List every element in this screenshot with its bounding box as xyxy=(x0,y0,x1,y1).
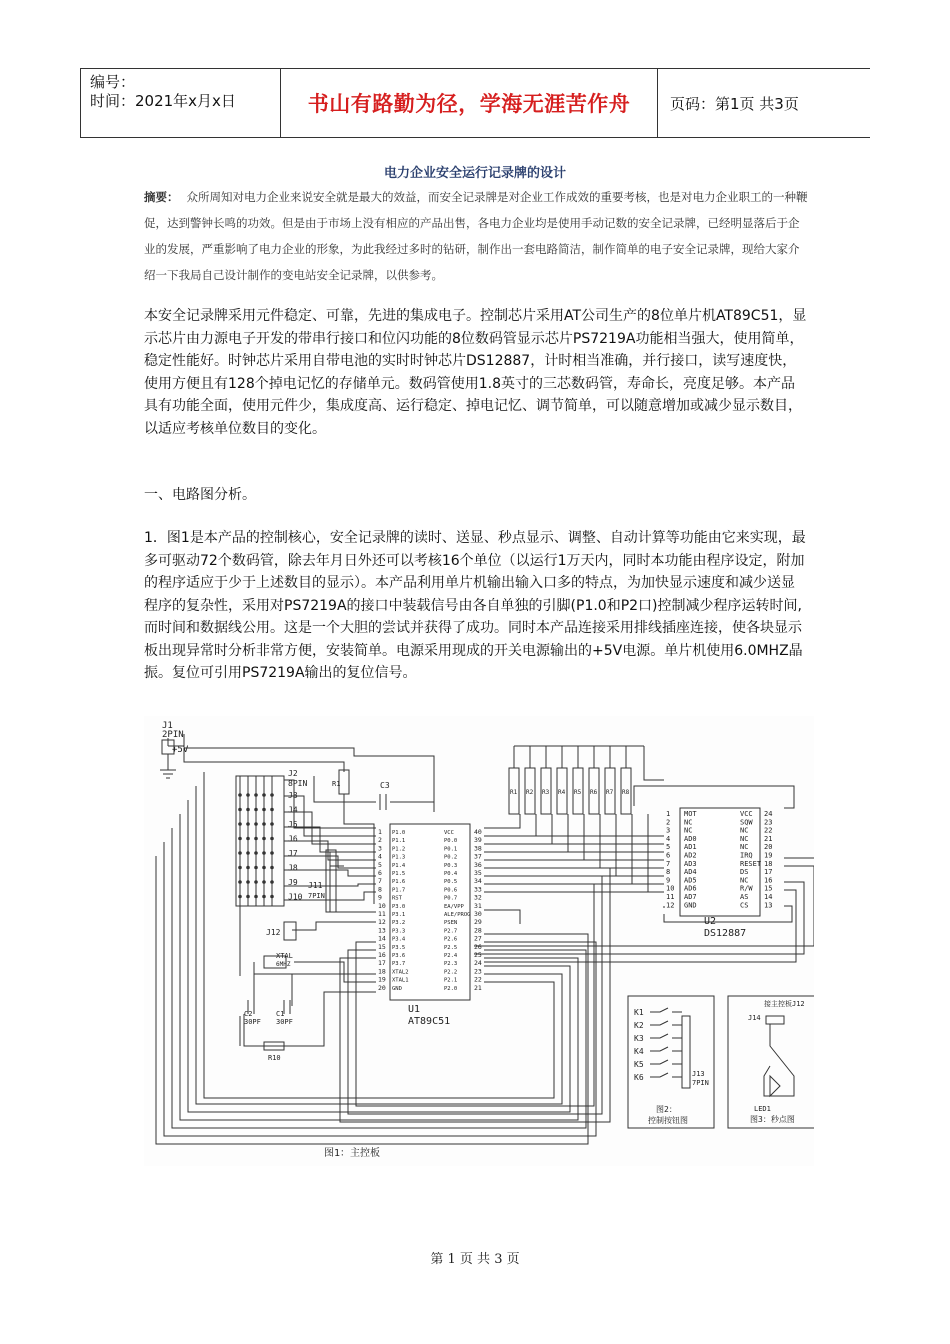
u1-pin-name: P1.3 xyxy=(392,854,406,861)
connector-pin xyxy=(270,822,274,826)
u1-pin-number: 8 xyxy=(378,885,382,894)
u2-pin-name: AD6 xyxy=(684,884,697,893)
page-footer: 第 1 页 共 3 页 xyxy=(430,1252,520,1267)
connector-pin xyxy=(262,837,266,841)
resistor-label: R6 xyxy=(590,789,598,796)
u2-pin-number: 9 xyxy=(666,876,671,885)
u2-pin-name: NC xyxy=(684,818,693,827)
resistor-label: R2 xyxy=(526,789,534,796)
c2-label: C2 xyxy=(244,1010,253,1018)
u1-pin-name: P2.1 xyxy=(444,977,458,984)
connector-pin xyxy=(262,895,266,899)
c1-label: C1 xyxy=(276,1010,285,1018)
header-number: 编号： xyxy=(90,73,136,91)
u1-pin-name: P0.7 xyxy=(444,895,458,902)
u2-pin-name: NC xyxy=(740,876,749,885)
u1-pin-name: P3.2 xyxy=(392,920,406,927)
u1-pin-name: P0.5 xyxy=(444,879,458,886)
key-label: K5 xyxy=(634,1060,644,1069)
u1-pin-number: 2 xyxy=(378,836,382,845)
connector-pin xyxy=(238,851,242,855)
resistor-label: R1 xyxy=(510,789,518,796)
connector-pin xyxy=(262,880,266,884)
u2-pin-name: CS xyxy=(740,901,749,910)
u2-pin-name: AD1 xyxy=(684,843,697,852)
connector-pin xyxy=(246,793,250,797)
u2-pin-name: NC xyxy=(740,843,749,852)
page-header xyxy=(80,68,870,138)
connector-pin xyxy=(270,851,274,855)
u1-pin-number: 6 xyxy=(378,869,382,877)
u1-pin-name: PSEN xyxy=(444,920,458,927)
u2-pin-number: 18 xyxy=(764,859,773,868)
j11-sub: 7PIN xyxy=(308,892,325,900)
u1-pin-number: 9 xyxy=(378,893,382,902)
u2-pin-number: 5 xyxy=(666,843,671,852)
article-title: 电力企业安全运行记录牌的设计 xyxy=(383,166,566,181)
resistor-label: R5 xyxy=(574,789,582,796)
u1-pin-name: ALE/PROG xyxy=(444,912,471,918)
u1-pin-number: 39 xyxy=(474,836,482,845)
connector-pin xyxy=(270,895,274,899)
connector-pin xyxy=(238,837,242,841)
header-left-border xyxy=(80,69,81,137)
u1-pin-name: P0.6 xyxy=(444,887,458,894)
u1-pin-number: 37 xyxy=(474,852,482,861)
u2-pin-number: 3 xyxy=(666,826,671,835)
led-label: LED1 xyxy=(754,1105,771,1113)
u1-pin-name: P2.0 xyxy=(444,985,458,992)
connector-pin xyxy=(246,851,250,855)
fig1-caption: 图1：主控板 xyxy=(324,1148,381,1159)
u1-pin-number: 10 xyxy=(378,901,386,910)
resistor-label: R7 xyxy=(606,789,614,796)
u1-pin-number: 20 xyxy=(378,983,386,992)
u1-pin-number: 29 xyxy=(474,918,482,927)
r1-reset-label: R1 xyxy=(332,780,341,788)
connector-pin xyxy=(246,866,250,870)
u1-pin-number: 19 xyxy=(378,975,386,984)
connector-pin xyxy=(262,851,266,855)
connector-pin xyxy=(254,851,258,855)
u2-pin-name: RESET xyxy=(740,859,762,868)
u2-pin-name: VCC xyxy=(740,810,753,818)
u2-pin-number: 24 xyxy=(764,810,773,818)
u1-pin-number: 32 xyxy=(474,893,482,902)
u2-pin-number: 20 xyxy=(764,843,773,852)
u1-name: U1 xyxy=(408,1004,421,1015)
u1-pin-name: RST xyxy=(392,895,402,902)
xtal-sub: 6MHZ xyxy=(276,961,291,968)
article-abstract xyxy=(144,184,808,288)
u1-pin-name: P2.7 xyxy=(444,928,458,935)
connector-pin xyxy=(262,866,266,870)
u1-pin-number: 23 xyxy=(474,967,482,976)
u2-pin-number: 1 xyxy=(666,810,671,818)
u2-pin-number: 7 xyxy=(666,859,671,868)
u2-pin-number: 19 xyxy=(764,851,773,860)
connector-label: J5 xyxy=(288,820,298,829)
u1-pin-number: 24 xyxy=(474,959,482,968)
u1-pin-name: XTAL1 xyxy=(392,977,409,984)
u1-pin-number: 25 xyxy=(474,951,482,959)
u1-pin-name: EA/VPP xyxy=(444,903,464,910)
u1-pin-name: P3.3 xyxy=(392,928,406,935)
j1-sub: 2PIN xyxy=(162,730,184,740)
u2-pin-name: AD2 xyxy=(684,851,697,860)
u2-pin-name: GND xyxy=(684,901,697,910)
u1-pin-number: 35 xyxy=(474,869,482,877)
u1-pin-name: P1.0 xyxy=(392,830,406,836)
header-page: 页码：第1页 共3页 xyxy=(670,94,799,113)
u1-pin-number: 1 xyxy=(378,828,382,836)
u2-pin-name: AD3 xyxy=(684,859,697,868)
u1-pin-name: P3.7 xyxy=(392,961,406,968)
u1-pin-name: VCC xyxy=(444,830,454,836)
u1-pin-number: 34 xyxy=(474,877,482,886)
vcc-label: +5V xyxy=(172,745,189,755)
u1-pin-name: P1.4 xyxy=(392,862,406,869)
connector-label: J10 xyxy=(288,892,303,902)
key-label: K1 xyxy=(634,1008,644,1017)
fig3-caption: 图3：秒点图 xyxy=(750,1115,795,1124)
u2-pin-name: MOT xyxy=(684,810,697,818)
key-label: K3 xyxy=(634,1034,644,1043)
header-divider-2 xyxy=(657,69,658,137)
resistor-label: R8 xyxy=(622,789,630,796)
connector-pin xyxy=(270,866,274,870)
u1-pin-number: 16 xyxy=(378,951,386,959)
connector-pin xyxy=(246,880,250,884)
u2-pin-name: AD7 xyxy=(684,893,697,901)
u1-pin-number: 28 xyxy=(474,926,482,935)
u2-name: U2 xyxy=(704,916,717,927)
connector-pin xyxy=(270,808,274,812)
connector-pin xyxy=(270,880,274,884)
u1-pin-number: 21 xyxy=(474,983,482,992)
u2-pin-number: 8 xyxy=(666,868,671,877)
u2-pin-name: IRQ xyxy=(740,851,753,860)
header-meta xyxy=(90,73,236,111)
u2-pin-number: 13 xyxy=(764,901,773,910)
u2-pin-number: 14 xyxy=(764,893,773,901)
connector-pin xyxy=(238,895,242,899)
u1-pin-number: 15 xyxy=(378,942,386,951)
c1-value: 30PF xyxy=(276,1018,293,1026)
c2-value: 30PF xyxy=(244,1018,261,1026)
u2-pin-name: DS xyxy=(740,868,749,877)
u1-pin-name: P2.3 xyxy=(444,961,458,968)
u2-pin-number: 6 xyxy=(666,851,671,860)
j14-label: J14 xyxy=(748,1014,761,1022)
u2-pin-name: NC xyxy=(740,826,749,835)
u2-pin-name: R/W xyxy=(740,884,753,893)
key-label: K6 xyxy=(634,1073,644,1082)
connector-pin xyxy=(238,866,242,870)
j13-sub: 7PIN xyxy=(692,1079,709,1087)
u1-pin-name: P3.0 xyxy=(392,903,406,910)
abstract-label: 摘要： xyxy=(144,190,179,204)
j2-sub: 8PIN xyxy=(288,779,308,788)
u1-pin-name: P3.6 xyxy=(392,953,406,959)
u2-pin-number: 17 xyxy=(764,868,773,877)
abstract-text: 众所周知对电力企业来说安全就是最大的效益，而安全记录牌是对企业工作成效的重要考核，也是对电力企业职工的一种鞭促，达到警钟长鸣的功效。但是由于市场上没有相应的产品出售，各电力企业均是使用手动记数的安全记录牌，已经明显落后于企业的发展，严重影响了电力企业的形象，为此我经过多时的钻研，制作出一套电路简洁，制作简单的电子安全记录牌，现给大家介绍一下我局自己设计制作的变电站安全记录牌，以供参考。 xyxy=(144,190,808,282)
u2-pin-number: 10 xyxy=(666,884,675,893)
connector-pin xyxy=(254,808,258,812)
section-heading-1: 一、电路图分析。 xyxy=(144,487,256,503)
u1-pin-name: P1.1 xyxy=(392,838,406,845)
connector-pin xyxy=(238,793,242,797)
connector-pin xyxy=(254,895,258,899)
connector-pin xyxy=(238,822,242,826)
connector-label: J4 xyxy=(288,805,298,815)
u2-part: DS12887 xyxy=(704,928,747,939)
u2-pin-name: AD0 xyxy=(684,834,697,843)
u1-pin-name: P0.1 xyxy=(444,846,458,853)
resistor-label: R4 xyxy=(558,789,566,796)
connector-pin xyxy=(254,880,258,884)
paragraph-2: 1．图1是本产品的控制核心，安全记录牌的读时、送显、秒点显示、调整、自动计算等功能由它来实现，最多可驱动72个数码管，除去年月日外还可以考核16个单位（以运行1万天内，同时本功能由程序设定，附加的程序适应于少于上述数目的显示）。本产品利用单片机输出输入口多的特点，为加快显示速度和减少送显程序的复杂性，采用对PS7219A的接口中装载信号由各自单独的引脚(P1.0和P2口)控制减少程序运转时间,而时间和数据线公用。这是一个大胆的尝试并获得了成功。同时本产品连接采用排线插座连接，使各块显示板出现异常时分析非常方便，安装简单。电源采用现成的开关电源输出的+5V电源。单片机使用6.0MHZ晶振。复位可引用PS7219A输出的复位信号。 xyxy=(144,530,806,681)
u1-pin-number: 22 xyxy=(474,975,482,984)
u1-part: AT89C51 xyxy=(408,1016,451,1027)
u2-pin-number: 11 xyxy=(666,893,675,901)
u1-pin-number: 40 xyxy=(474,828,482,836)
connector-label: J8 xyxy=(288,863,298,873)
connector-label: J6 xyxy=(288,834,298,844)
header-time: 时间：2021年x月x日 xyxy=(90,92,236,110)
u1-pin-name: P2.4 xyxy=(444,953,458,959)
j12-label: J12 xyxy=(266,928,281,937)
u1-pin-name: P1.6 xyxy=(392,879,406,886)
c3-label: C3 xyxy=(380,781,390,790)
u1-pin-number: 26 xyxy=(474,942,482,951)
u2-pin-number: 15 xyxy=(764,884,773,893)
paragraph-1: 本安全记录牌采用元件稳定、可靠，先进的集成电子。控制芯片采用AT公司生产的8位单片机AT89C51，显示芯片由力源电子开发的带串行接口和位闪功能的8位数码管显示芯片PS7219A功能相当强大，使用简单，稳定性能好。时钟芯片采用自带电池的实时时钟芯片DS12887，计时相当准确，并行接口，读写速度快，使用方便且有128个掉电记忆的存储单元。数码管使用1.8英寸的三芯数码管，寿命长，亮度足够。本产品具有功能全面，使用元件少，集成度高、运行稳定、掉电记忆、调节简单，可以随意增加或减少显示数目，以适应考核单位数目的变化。 xyxy=(144,308,807,437)
u2-pin-number: 12 xyxy=(666,901,675,910)
r10-label: R10 xyxy=(268,1054,281,1062)
u2-pin-name: NC xyxy=(740,834,749,843)
j11-label: J11 xyxy=(308,881,323,890)
u2-pin-number: 16 xyxy=(764,876,773,885)
j13-label: J13 xyxy=(692,1070,705,1078)
fig2-sub: 控制按钮图 xyxy=(648,1116,688,1125)
u1-pin-number: 18 xyxy=(378,967,386,976)
j1-label: J1 xyxy=(162,721,173,731)
u1-pin-number: 12 xyxy=(378,918,386,927)
connector-pin xyxy=(270,837,274,841)
u1-pin-number: 11 xyxy=(378,910,386,918)
u1-pin-name: P1.5 xyxy=(392,871,406,877)
xtal-label: XTAL xyxy=(276,952,293,960)
u1-pin-name: P2.5 xyxy=(444,944,458,951)
u1-pin-name: P0.0 xyxy=(444,838,458,845)
u1-pin-number: 30 xyxy=(474,910,482,918)
u1-pin-number: 31 xyxy=(474,901,482,910)
u1-pin-name: P3.4 xyxy=(392,936,406,943)
u1-pin-name: XTAL2 xyxy=(392,969,409,976)
u1-pin-number: 33 xyxy=(474,885,482,894)
resistor-label: R3 xyxy=(542,789,550,796)
u1-pin-number: 3 xyxy=(378,844,382,853)
fig3-title: 接主控板J12 xyxy=(764,1000,805,1008)
u2-pin-number: 4 xyxy=(666,834,671,843)
u1-chip xyxy=(378,824,482,1027)
connector-label: J7 xyxy=(288,849,298,858)
u1-pin-name: P0.4 xyxy=(444,871,458,877)
connector-pin xyxy=(246,895,250,899)
u1-pin-name: GND xyxy=(392,985,402,992)
u1-pin-number: 17 xyxy=(378,959,386,968)
circuit-diagram xyxy=(144,716,814,1166)
connector-pin xyxy=(262,808,266,812)
connector-pin xyxy=(246,808,250,812)
u1-pin-number: 27 xyxy=(474,934,482,943)
u2-pin-name: AD5 xyxy=(684,876,697,885)
u2-pin-name: AS xyxy=(740,893,749,901)
connector-pin xyxy=(254,793,258,797)
u1-pin-number: 14 xyxy=(378,934,386,943)
u1-pin-name: P2.2 xyxy=(444,969,458,976)
u1-pin-number: 4 xyxy=(378,852,382,861)
connector-pin xyxy=(238,880,242,884)
connector-pin xyxy=(254,837,258,841)
u2-pin-name: NC xyxy=(684,826,693,835)
u2-pin-name: AD4 xyxy=(684,868,697,877)
connector-pin xyxy=(254,822,258,826)
u1-pin-name: P0.3 xyxy=(444,862,458,869)
u1-pin-name: P0.2 xyxy=(444,854,458,861)
u2-pin-number: 2 xyxy=(666,818,671,827)
connector-pin xyxy=(270,793,274,797)
connector-pin xyxy=(262,822,266,826)
u1-pin-name: P2.6 xyxy=(444,936,458,943)
u1-pin-name: P3.1 xyxy=(392,912,406,918)
u1-pin-name: P1.7 xyxy=(392,887,406,894)
fig2-caption: 图2： xyxy=(656,1105,677,1114)
u1-pin-number: 13 xyxy=(378,926,386,935)
u1-pin-number: 7 xyxy=(378,877,382,886)
u2-pin-number: 22 xyxy=(764,826,773,835)
connector-pin xyxy=(262,793,266,797)
connector-pin xyxy=(246,822,250,826)
u1-pin-number: 38 xyxy=(474,844,482,853)
header-motto: 书山有路勤为径，学海无涯苦作舟 xyxy=(307,92,631,116)
connector-pin xyxy=(238,808,242,812)
u1-pin-number: 36 xyxy=(474,860,482,869)
connector-pin xyxy=(246,837,250,841)
connector-label: J9 xyxy=(288,878,298,887)
u1-pin-name: P3.5 xyxy=(392,944,406,951)
connector-pin xyxy=(254,866,258,870)
u1-pin-number: 5 xyxy=(378,860,382,869)
j2-label: J2 xyxy=(288,769,298,778)
key-label: K2 xyxy=(634,1021,644,1030)
u1-pin-name: P1.2 xyxy=(392,846,406,853)
u2-pin-number: 23 xyxy=(764,818,773,827)
connector-label: J3 xyxy=(288,791,298,800)
u2-pin-number: 21 xyxy=(764,834,773,843)
u2-pin-name: SQW xyxy=(740,818,753,827)
key-label: K4 xyxy=(634,1047,644,1056)
